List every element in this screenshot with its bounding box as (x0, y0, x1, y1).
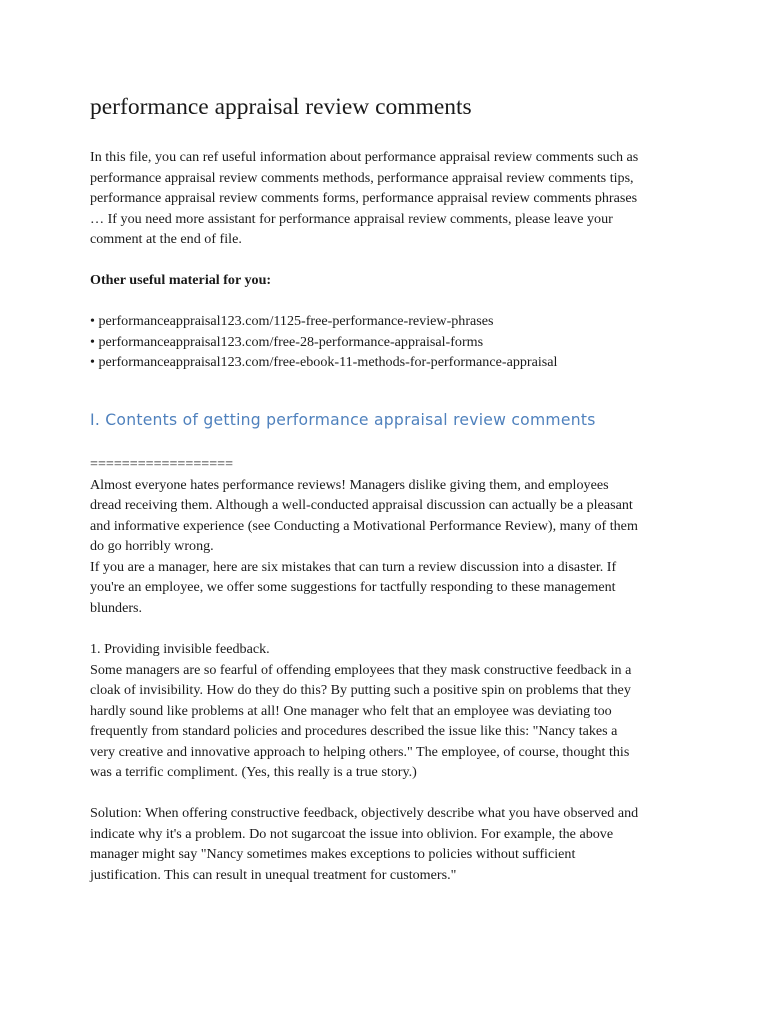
solution-block (90, 803, 690, 885)
body-line: and informative experience (see Conducting a Motivational Performance Review), many of them (90, 517, 638, 534)
mistake-one-block (90, 639, 690, 783)
body-line: justification. This can result in unequal treatment for customers." (90, 866, 457, 883)
body-line: hardly sound like problems at all! One manager who felt that an employee was deviating too (90, 702, 612, 719)
body-line: blunders. (90, 599, 143, 616)
body-line: Solution: When offering constructive feedback, objectively describe what you have observed and (90, 805, 639, 821)
section-heading: I. Contents of getting performance appraisal review comments (90, 411, 596, 429)
body-line: Almost everyone hates performance reviews! Managers dislike giving them, and employees (90, 476, 609, 493)
other-material-title: Other useful material for you: (90, 272, 272, 288)
useful-link-item[interactable]: • performanceappraisal123.com/free-ebook-11-methods-for-performance-appraisal (90, 354, 558, 370)
intro-line: In this file, you can ref useful information about performance appraisal review comments such as (90, 149, 639, 165)
body-line: indicate why it's a problem. Do not sugarcoat the issue into oblivion. For example, the above (90, 825, 614, 842)
body-line: Some managers are so fearful of offending employees that they mask constructive feedback in a (90, 661, 632, 678)
body-line: ================== (90, 456, 234, 472)
body-line: do go horribly wrong. (90, 538, 214, 554)
body-line: frequently from standard policies and procedures described the issue like this: "Nancy takes a (90, 723, 618, 739)
body-line: was a terrific compliment. (Yes, this really is a true story.) (90, 764, 417, 780)
document-title: performance appraisal review comments (90, 94, 472, 120)
intro-line: … If you need more assistant for performance appraisal review comments, please leave your (90, 210, 613, 227)
intro-body-block (90, 454, 690, 618)
intro-line: performance appraisal review comments forms, performance appraisal review comments phrases (90, 190, 638, 206)
body-line: you're an employee, we offer some suggestions for tactfully responding to these management (90, 579, 616, 595)
body-line: very creative and innovative approach to helping others." The employee, of course, thought this (90, 743, 630, 760)
body-line: dread receiving them. Although a well-conducted appraisal discussion can actually be a pleasant (90, 497, 633, 513)
body-line: manager might say "Nancy sometimes makes exceptions to policies without sufficient (90, 846, 576, 862)
useful-link-item[interactable]: • performanceappraisal123.com/1125-free-performance-review-phrases (90, 313, 494, 329)
intro-paragraph (90, 147, 690, 250)
intro-line: performance appraisal review comments methods, performance appraisal review comments tips, (90, 169, 634, 186)
useful-link-item[interactable]: • performanceappraisal123.com/free-28-performance-appraisal-forms (90, 333, 484, 350)
useful-links-list (90, 311, 557, 373)
body-line: cloak of invisibility. How do they do this? By putting such a positive spin on problems that they (90, 682, 631, 698)
body-line: If you are a manager, here are six mistakes that can turn a review discussion into a disaster. If (90, 558, 617, 575)
intro-line: comment at the end of file. (90, 231, 242, 247)
mistake-heading: 1. Providing invisible feedback. (90, 641, 270, 657)
